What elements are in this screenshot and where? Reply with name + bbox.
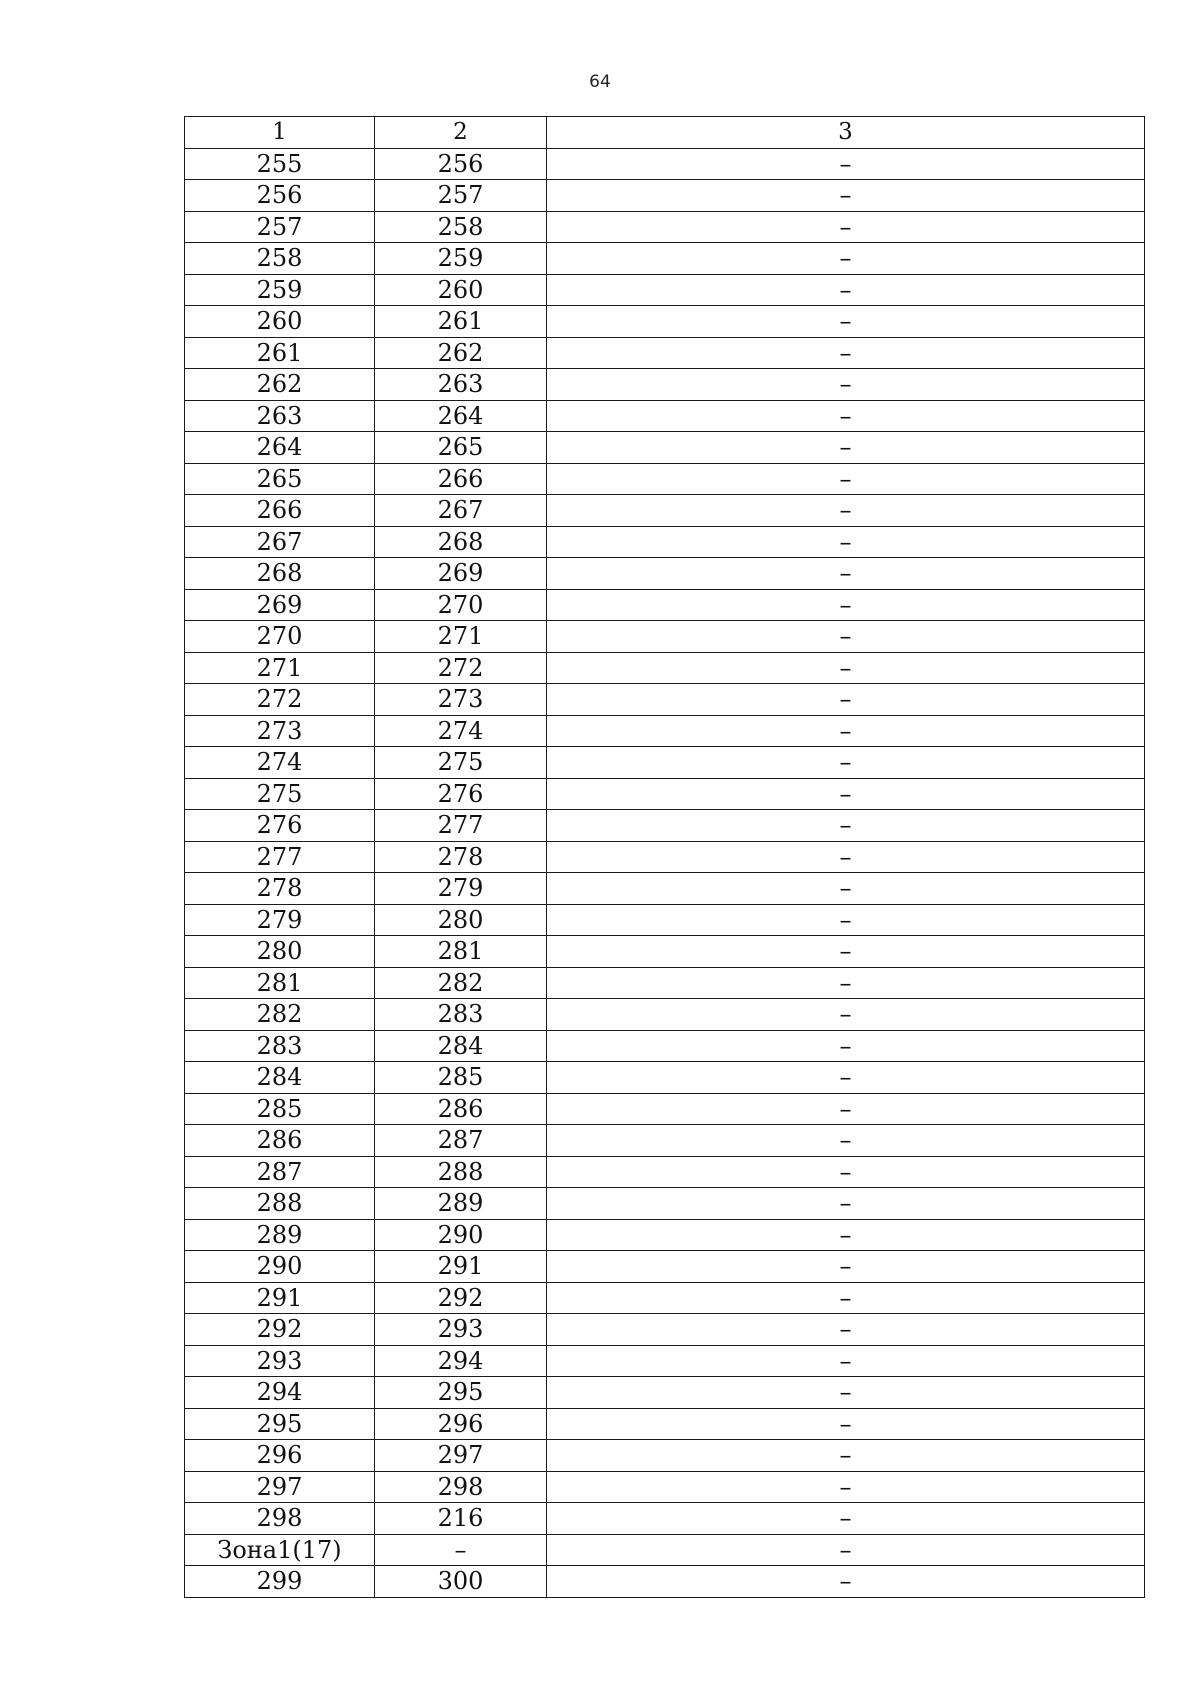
table-row [185, 621, 1145, 653]
table-cell-col-3: – [547, 526, 1145, 558]
table-row [185, 1471, 1145, 1503]
table-cell-col-1: 298 [185, 1503, 375, 1535]
table-cell-col-1: 295 [185, 1408, 375, 1440]
table-cell-col-2: 283 [375, 999, 547, 1031]
table-row [185, 1188, 1145, 1220]
table-cell-col-3: – [547, 1282, 1145, 1314]
table-row [185, 841, 1145, 873]
table-row [185, 747, 1145, 779]
table-cell-col-3: – [547, 1062, 1145, 1094]
table-cell-col-3: – [547, 621, 1145, 653]
table-cell-col-2: 258 [375, 211, 547, 243]
table-cell-col-3: – [547, 904, 1145, 936]
table-cell-col-3: – [547, 841, 1145, 873]
data-table [184, 116, 1145, 1598]
table-cell-col-3: – [547, 495, 1145, 527]
table-cell-col-2: 278 [375, 841, 547, 873]
table-cell-col-1: 297 [185, 1471, 375, 1503]
table-cell-col-1: 292 [185, 1314, 375, 1346]
table-cell-col-3: – [547, 558, 1145, 590]
table-cell-col-1: 271 [185, 652, 375, 684]
table-row [185, 1408, 1145, 1440]
table-cell-col-1: 268 [185, 558, 375, 590]
table-cell-col-2: 289 [375, 1188, 547, 1220]
table-cell-col-2: 281 [375, 936, 547, 968]
table-cell-col-2: 284 [375, 1030, 547, 1062]
table-cell-col-2: 300 [375, 1566, 547, 1598]
table-cell-col-2: 294 [375, 1345, 547, 1377]
table-row [185, 1440, 1145, 1472]
table-cell-col-1: 289 [185, 1219, 375, 1251]
table-cell-col-1: 262 [185, 369, 375, 401]
table-cell-col-1: 280 [185, 936, 375, 968]
table-cell-col-3: – [547, 1534, 1145, 1566]
table-cell-col-3: – [547, 400, 1145, 432]
table-cell-col-3: – [547, 999, 1145, 1031]
table-row [185, 684, 1145, 716]
table-cell-col-2: 282 [375, 967, 547, 999]
table-cell-col-3: – [547, 747, 1145, 779]
table-cell-col-2: 279 [375, 873, 547, 905]
table-row [185, 1156, 1145, 1188]
table-cell-col-2: 260 [375, 274, 547, 306]
table-cell-col-3: – [547, 369, 1145, 401]
table-cell-col-2: 271 [375, 621, 547, 653]
table-cell-col-3: – [547, 148, 1145, 180]
table-cell-col-1: 257 [185, 211, 375, 243]
table-cell-col-3: – [547, 1251, 1145, 1283]
table-cell-col-2: 297 [375, 1440, 547, 1472]
table-cell-col-2: 259 [375, 243, 547, 275]
table-cell-col-1: 258 [185, 243, 375, 275]
table-cell-col-1: 275 [185, 778, 375, 810]
table-cell-col-1: 270 [185, 621, 375, 653]
table-cell-col-3: – [547, 1345, 1145, 1377]
table-row [185, 211, 1145, 243]
table-cell-col-3: – [547, 778, 1145, 810]
table-cell-col-3: – [547, 463, 1145, 495]
table-cell-col-3: – [547, 1125, 1145, 1157]
table-cell-col-1: 285 [185, 1093, 375, 1125]
table-cell-col-2: 269 [375, 558, 547, 590]
table-cell-col-3: – [547, 1093, 1145, 1125]
table-cell-col-2: – [375, 1534, 547, 1566]
table-cell-col-3: – [547, 180, 1145, 212]
table-cell-col-3: – [547, 1408, 1145, 1440]
table-cell-col-2: 298 [375, 1471, 547, 1503]
table-cell-col-3: – [547, 243, 1145, 275]
table-cell-col-1: 287 [185, 1156, 375, 1188]
table-cell-col-1: 260 [185, 306, 375, 338]
table-cell-col-1: 259 [185, 274, 375, 306]
table-cell-col-3: – [547, 589, 1145, 621]
table-cell-col-2: 268 [375, 526, 547, 558]
table-row [185, 904, 1145, 936]
table-cell-col-2: 256 [375, 148, 547, 180]
table-cell-col-2: 263 [375, 369, 547, 401]
table-cell-col-1: 296 [185, 1440, 375, 1472]
table-row [185, 148, 1145, 180]
table-cell-col-1: 278 [185, 873, 375, 905]
table-cell-col-3: – [547, 1377, 1145, 1409]
table-cell-col-1: 294 [185, 1377, 375, 1409]
table-cell-col-2: 295 [375, 1377, 547, 1409]
table-row [185, 936, 1145, 968]
column-header-2: 2 [375, 117, 547, 149]
table-row [185, 1282, 1145, 1314]
table-cell-col-1: 282 [185, 999, 375, 1031]
table-cell-col-1: 283 [185, 1030, 375, 1062]
table-row [185, 1030, 1145, 1062]
table-cell-col-3: – [547, 936, 1145, 968]
table-row [185, 967, 1145, 999]
table-row [185, 432, 1145, 464]
table-row [185, 810, 1145, 842]
table-cell-col-1: 272 [185, 684, 375, 716]
table-header-row [185, 117, 1145, 149]
table-cell-col-1: 255 [185, 148, 375, 180]
table-cell-col-3: – [547, 1219, 1145, 1251]
table-cell-col-3: – [547, 652, 1145, 684]
table-row [185, 243, 1145, 275]
table-cell-col-3: – [547, 1314, 1145, 1346]
table-cell-col-3: – [547, 873, 1145, 905]
table-cell-col-2: 277 [375, 810, 547, 842]
table-cell-col-1: 273 [185, 715, 375, 747]
table-cell-col-2: 274 [375, 715, 547, 747]
table-cell-col-1: 291 [185, 1282, 375, 1314]
table-cell-col-3: – [547, 810, 1145, 842]
table-row [185, 1219, 1145, 1251]
table-cell-col-1: 277 [185, 841, 375, 873]
table-cell-col-3: – [547, 684, 1145, 716]
table-row [185, 778, 1145, 810]
table-row [185, 558, 1145, 590]
table-cell-col-2: 262 [375, 337, 547, 369]
table-cell-col-1: 276 [185, 810, 375, 842]
table-cell-col-3: – [547, 1030, 1145, 1062]
table-row [185, 1566, 1145, 1598]
table-cell-col-1: 290 [185, 1251, 375, 1283]
table-row [185, 306, 1145, 338]
table-cell-col-3: – [547, 1156, 1145, 1188]
table-cell-col-1: Зона1(17) [185, 1534, 375, 1566]
table-row [185, 1251, 1145, 1283]
table-cell-col-2: 275 [375, 747, 547, 779]
table-row [185, 1345, 1145, 1377]
table-cell-col-2: 257 [375, 180, 547, 212]
table-row [185, 873, 1145, 905]
table-cell-col-2: 291 [375, 1251, 547, 1283]
table-cell-col-2: 287 [375, 1125, 547, 1157]
table-cell-col-3: – [547, 967, 1145, 999]
table-cell-col-1: 266 [185, 495, 375, 527]
table-cell-col-1: 274 [185, 747, 375, 779]
column-header-3: 3 [547, 117, 1145, 149]
table-cell-col-1: 293 [185, 1345, 375, 1377]
table-cell-col-1: 281 [185, 967, 375, 999]
table-cell-col-2: 261 [375, 306, 547, 338]
table-cell-col-3: – [547, 274, 1145, 306]
table-row [185, 999, 1145, 1031]
table-cell-col-3: – [547, 1440, 1145, 1472]
table-cell-col-2: 296 [375, 1408, 547, 1440]
table-row [185, 1093, 1145, 1125]
table-cell-col-3: – [547, 715, 1145, 747]
table-cell-col-1: 265 [185, 463, 375, 495]
column-header-1: 1 [185, 117, 375, 149]
table-row [185, 589, 1145, 621]
table-cell-col-2: 293 [375, 1314, 547, 1346]
table-cell-col-2: 290 [375, 1219, 547, 1251]
table-cell-col-1: 279 [185, 904, 375, 936]
table-cell-col-2: 285 [375, 1062, 547, 1094]
table-cell-col-2: 286 [375, 1093, 547, 1125]
table-cell-col-1: 288 [185, 1188, 375, 1220]
table-cell-col-2: 264 [375, 400, 547, 432]
table-cell-col-2: 270 [375, 589, 547, 621]
table-cell-col-3: – [547, 211, 1145, 243]
table-row [185, 1534, 1145, 1566]
table-body [185, 117, 1145, 1598]
table-row [185, 652, 1145, 684]
table-row [185, 526, 1145, 558]
table-row [185, 495, 1145, 527]
table-cell-col-3: – [547, 1188, 1145, 1220]
table-cell-col-3: – [547, 1566, 1145, 1598]
table-cell-col-3: – [547, 337, 1145, 369]
table-cell-col-1: 299 [185, 1566, 375, 1598]
table-row [185, 1125, 1145, 1157]
table-cell-col-3: – [547, 306, 1145, 338]
table-cell-col-2: 216 [375, 1503, 547, 1535]
table-cell-col-1: 256 [185, 180, 375, 212]
table-cell-col-2: 267 [375, 495, 547, 527]
table-cell-col-2: 292 [375, 1282, 547, 1314]
table-row [185, 1062, 1145, 1094]
table-cell-col-2: 265 [375, 432, 547, 464]
table-row [185, 1314, 1145, 1346]
table-cell-col-1: 286 [185, 1125, 375, 1157]
table-row [185, 180, 1145, 212]
page-number: 64 [589, 72, 611, 92]
table-cell-col-1: 267 [185, 526, 375, 558]
table-row [185, 1503, 1145, 1535]
table-cell-col-1: 263 [185, 400, 375, 432]
table-cell-col-2: 288 [375, 1156, 547, 1188]
table-cell-col-2: 272 [375, 652, 547, 684]
table-cell-col-3: – [547, 432, 1145, 464]
table-row [185, 1377, 1145, 1409]
table-cell-col-2: 273 [375, 684, 547, 716]
table-cell-col-1: 264 [185, 432, 375, 464]
table-cell-col-3: – [547, 1471, 1145, 1503]
table-row [185, 274, 1145, 306]
table-cell-col-1: 261 [185, 337, 375, 369]
table-row [185, 369, 1145, 401]
table-row [185, 715, 1145, 747]
table-cell-col-2: 276 [375, 778, 547, 810]
table-cell-col-3: – [547, 1503, 1145, 1535]
table-row [185, 400, 1145, 432]
table-cell-col-2: 280 [375, 904, 547, 936]
table-cell-col-1: 284 [185, 1062, 375, 1094]
table-cell-col-1: 269 [185, 589, 375, 621]
table-row [185, 463, 1145, 495]
table-cell-col-2: 266 [375, 463, 547, 495]
table-row [185, 337, 1145, 369]
